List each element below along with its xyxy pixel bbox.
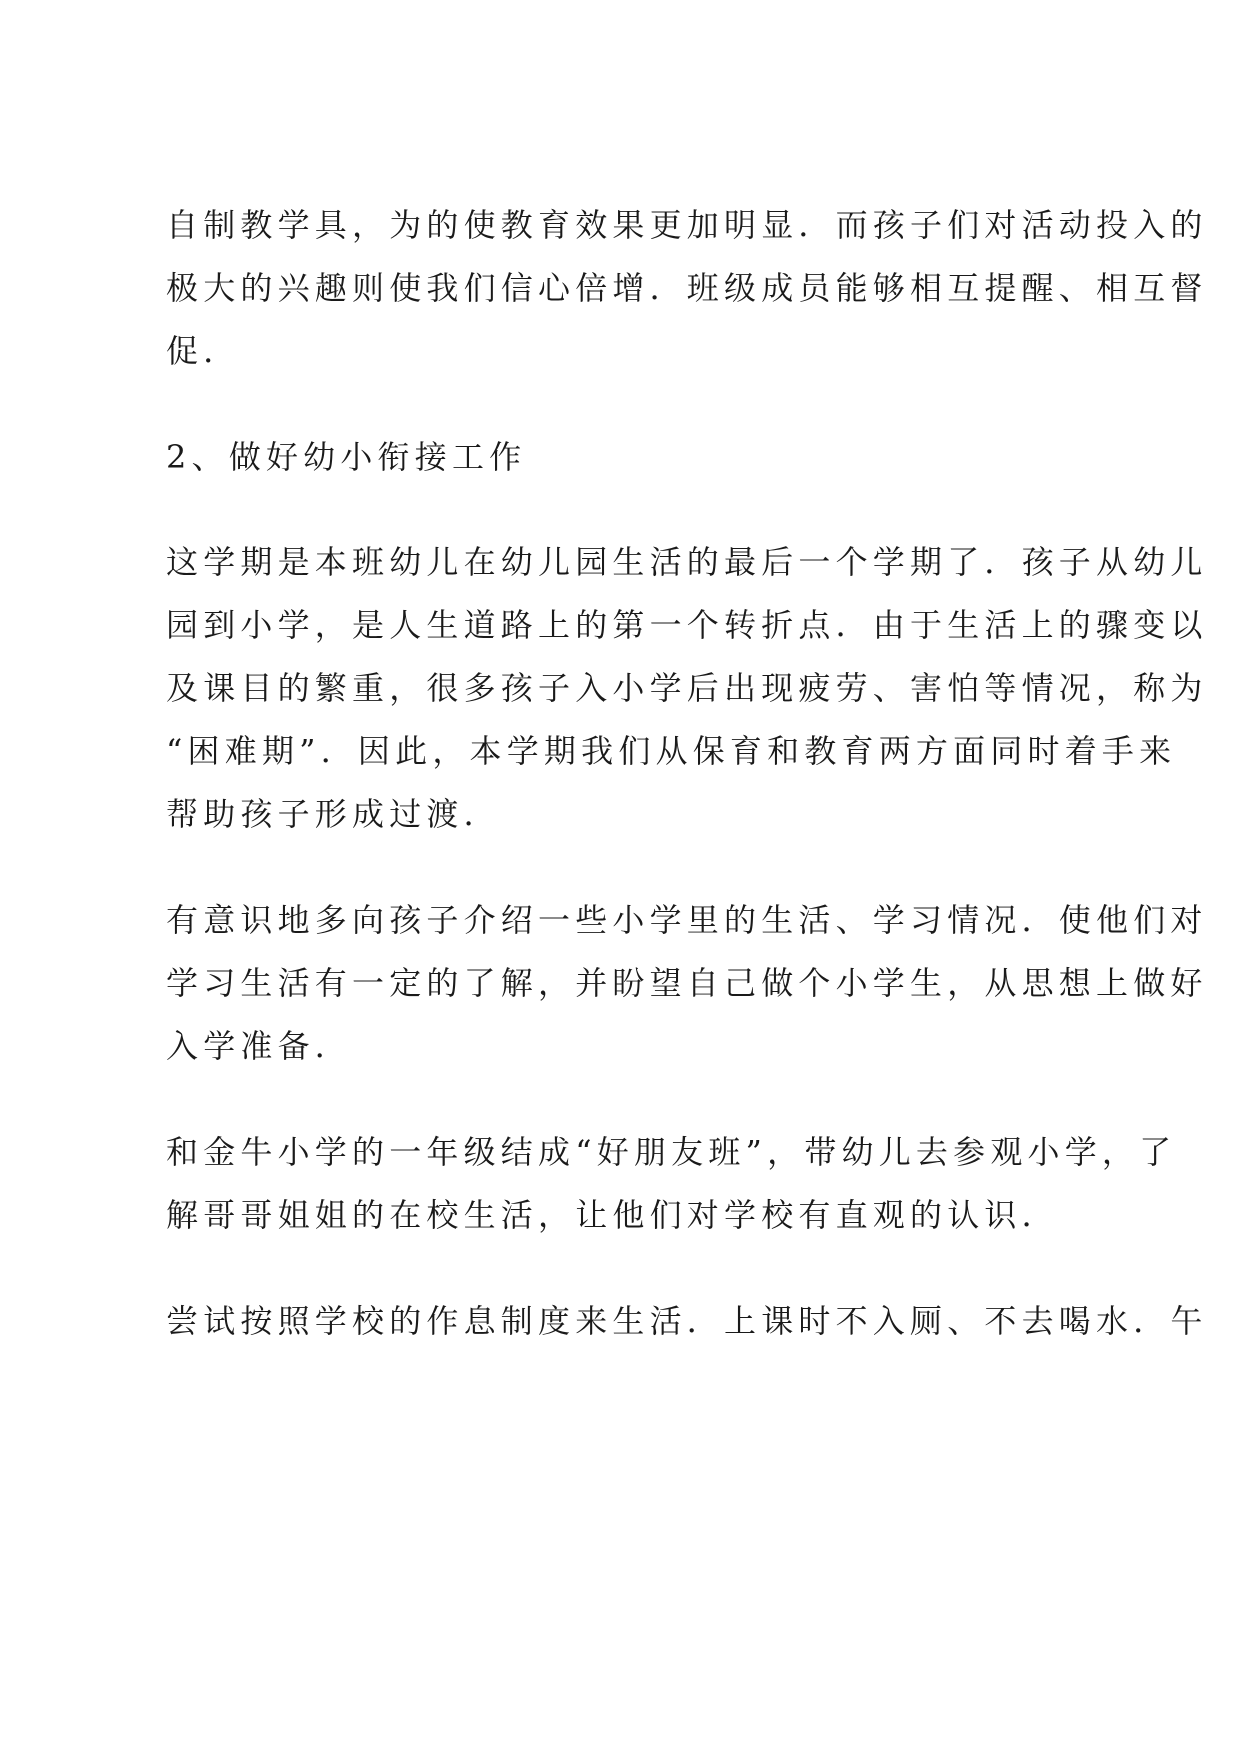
- paragraph-1-line-2: 极大的兴趣则使我们信心倍增．班级成员能够相互提醒、相互督: [166, 269, 1208, 307]
- paragraph-5-line-1: 和金牛小学的一年级结成“好朋友班”，带幼儿去参观小学，了: [166, 1133, 1177, 1171]
- paragraph-3-line-1: 这学期是本班幼儿在幼儿园生活的最后一个学期了．孩子从幼儿: [166, 543, 1208, 581]
- paragraph-4-line-1: 有意识地多向孩子介绍一些小学里的生活、学习情况．使他们对: [166, 901, 1208, 939]
- paragraph-5-line-2: 解哥哥姐姐的在校生活，让他们对学校有直观的认识．: [166, 1196, 1059, 1234]
- paragraph-3-line-3: 及课目的繁重，很多孩子入小学后出现疲劳、害怕等情况，称为: [166, 669, 1208, 707]
- section-heading: 2、做好幼小衔接工作: [166, 438, 527, 476]
- paragraph-1-line-1: 自制教学具，为的使教育效果更加明显．而孩子们对活动投入的: [166, 206, 1208, 244]
- paragraph-3-line-2: 园到小学，是人生道路上的第一个转折点．由于生活上的骤变以: [166, 606, 1208, 644]
- paragraph-1-line-3: 促．: [166, 332, 241, 370]
- paragraph-3-line-5: 帮助孩子形成过渡．: [166, 795, 501, 833]
- paragraph-3-line-4: “困难期”．因此，本学期我们从保育和教育两方面同时着手来: [166, 732, 1177, 770]
- paragraph-6-line-1: 尝试按照学校的作息制度来生活．上课时不入厕、不去喝水．午: [166, 1302, 1208, 1340]
- paragraph-4-line-3: 入学准备．: [166, 1027, 353, 1065]
- paragraph-4-line-2: 学习生活有一定的了解，并盼望自己做个小学生，从思想上做好: [166, 964, 1208, 1002]
